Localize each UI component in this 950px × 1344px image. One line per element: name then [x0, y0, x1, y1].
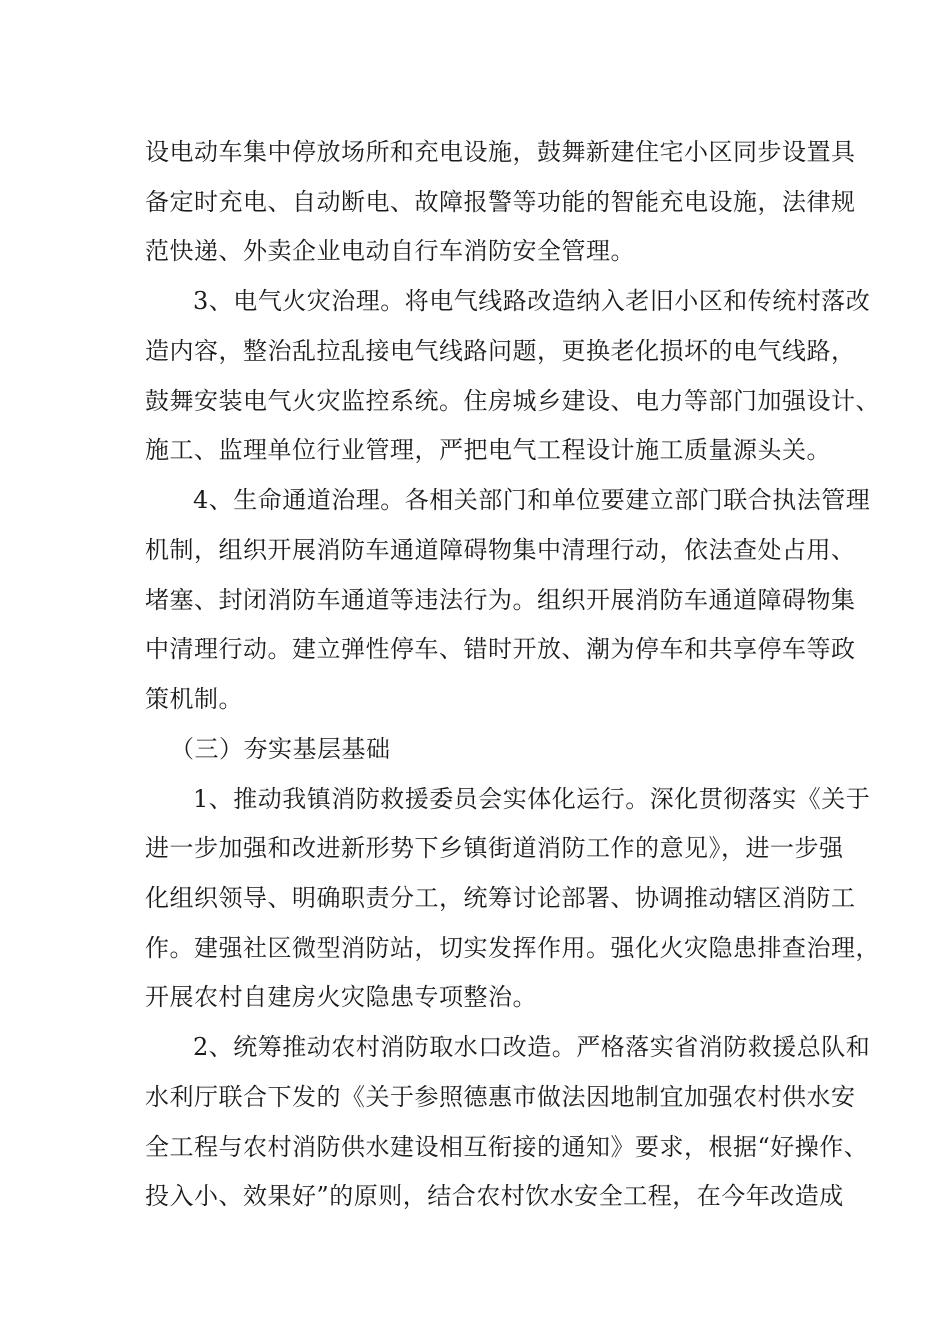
paragraph-line: 范快递、外卖企业电动自行车消防安全管理。	[145, 237, 635, 265]
paragraph-line: 进一步加强和改进新形势下乡镇街道消防工作的意见》，进一步强	[145, 834, 844, 862]
paragraph-line: 化组织领导、明确职责分工，统筹讨论部署、协调推动辖区消防工	[145, 884, 856, 912]
section-heading: （三）夯实基层基础	[170, 735, 391, 763]
paragraph-line: 开展农村自建房火灾隐患专项整治。	[145, 983, 537, 1011]
paragraph-line: 水利厅联合下发的《关于参照德惠市做法因地制宜加强农村供水安	[145, 1083, 856, 1111]
paragraph-line: 机制，组织开展消防车通道障碍物集中清理行动，依法查处占用、	[145, 536, 856, 564]
paragraph-line: 策机制。	[145, 685, 243, 713]
paragraph-line: 作。建强社区微型消防站，切实发挥作用。强化火灾隐患排查治理，	[145, 934, 880, 962]
paragraph-line: 1、推动我镇消防救援委员会实体化运行。深化贯彻落实《关于	[193, 785, 871, 813]
paragraph-line: 鼓舞安装电气火灾监控系统。住房城乡建设、电力等部门加强设计、	[145, 387, 880, 415]
paragraph-line: 堵塞、封闭消防车通道等违法行为。组织开展消防车通道障碍物集	[145, 586, 856, 614]
paragraph-line: 备定时充电、自动断电、故障报警等功能的智能充电设施，法律规	[145, 188, 856, 216]
paragraph-line: 设电动车集中停放场所和充电设施，鼓舞新建住宅小区同步设置具	[145, 138, 856, 166]
paragraph-line: 全工程与农村消防供水建设相互衔接的通知》要求，根据“好操作、	[145, 1133, 869, 1161]
paragraph-line: 2、统筹推动农村消防取水口改造。严格落实省消防救援总队和	[193, 1033, 871, 1061]
paragraph-line: 造内容，整治乱拉乱接电气线路问题，更换老化损坏的电气线路，	[145, 337, 856, 365]
paragraph-line: 4、生命通道治理。各相关部门和单位要建立部门联合执法管理	[193, 486, 871, 514]
paragraph-line: 投入小、效果好”的原则，结合农村饮水安全工程，在今年改造成	[145, 1182, 844, 1210]
paragraph-line: 中清理行动。建立弹性停车、错时开放、潮为停车和共享停车等政	[145, 635, 856, 663]
paragraph-line: 施工、监理单位行业管理，严把电气工程设计施工质量源头关。	[145, 436, 831, 464]
paragraph-line: 3、电气火灾治理。将电气线路改造纳入老旧小区和传统村落改	[193, 287, 871, 315]
